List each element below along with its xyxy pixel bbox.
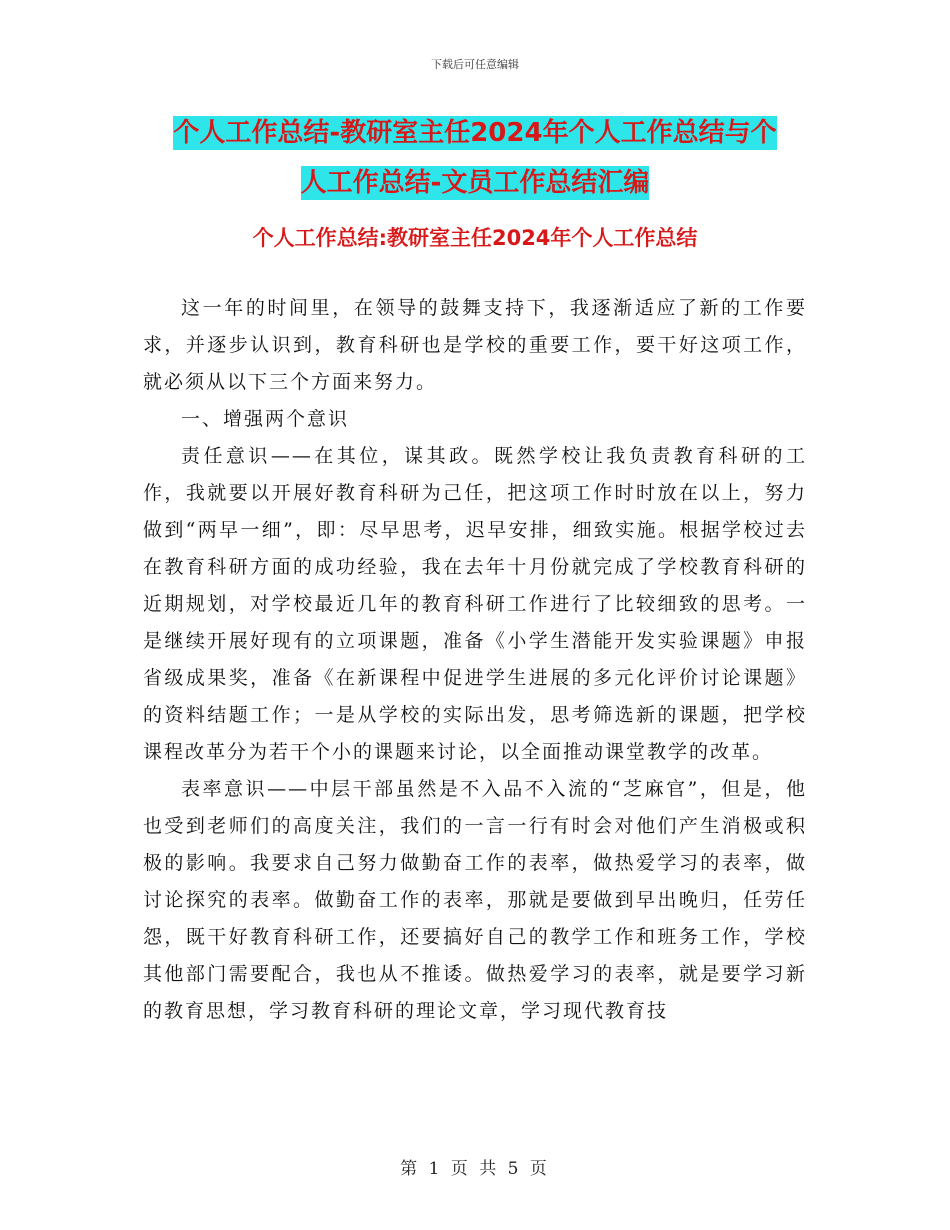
page-footer: 第 1 页 共 5 页 [400,1159,550,1179]
document-title-line-1: 个人工作总结-教研室主任2024年个人工作总结与个 [173,118,777,148]
document-body [143,290,807,1030]
paragraph-responsibility: 责任意识——在其位，谋其政。既然学校让我负责教育科研的工作，我就要以开展好教育科研为己任，把这项工作时时放在以上，努力做到“两早一细”，即：尽早思考，迟早安排，细致实施。根据学校过去在教育科研方面的成功经验，我在去年十月份就完成了学校教育科研的近期规划，对学校最近几年的教育科研工作进行了比较细致的思考。一是继续开展好现有的立项课题，准备《小学生潜能开发实验课题》申报省级成果奖，准备《在新课程中促进学生进展的多元化评价讨论课题》的资料结题工作；一是从学校的实际出发，思考筛选新的课题，把学校课程改革分为若干个小的课题来讨论，以全面推动课堂教学的改革。 [143,445,807,763]
document-title [140,108,810,208]
section-title: 个人工作总结:教研室主任2024年个人工作总结 [252,226,698,250]
paragraph-heading-1: 一、增强两个意识 [181,408,350,430]
paragraph-example: 表率意识——中层干部虽然是不入品不入流的“芝麻官”，但是，他也受到老师们的高度关注，我们的一言一行有时会对他们产生消极或积极的影响。我要求自己努力做勤奋工作的表率，做热爱学习的表率，做讨论探究的表率。做勤奋工作的表率，那就是要做到早出晚归，任劳任怨，既干好教育科研工作，还要搞好自己的教学工作和班务工作，学校其他部门需要配合，我也从不推诿。做热爱学习的表率，就是要学习新的教育思想，学习教育科研的理论文章，学习现代教育技 [143,778,807,1022]
document-title-line-2: 人工作总结-文员工作总结汇编 [300,168,650,198]
paragraph-intro: 这一年的时间里，在领导的鼓舞支持下，我逐渐适应了新的工作要求，并逐步认识到，教育科研也是学校的重要工作，要干好这项工作，就必须从以下三个方面来努力。 [143,297,807,393]
header-note: 下载后可任意编辑 [431,58,519,71]
